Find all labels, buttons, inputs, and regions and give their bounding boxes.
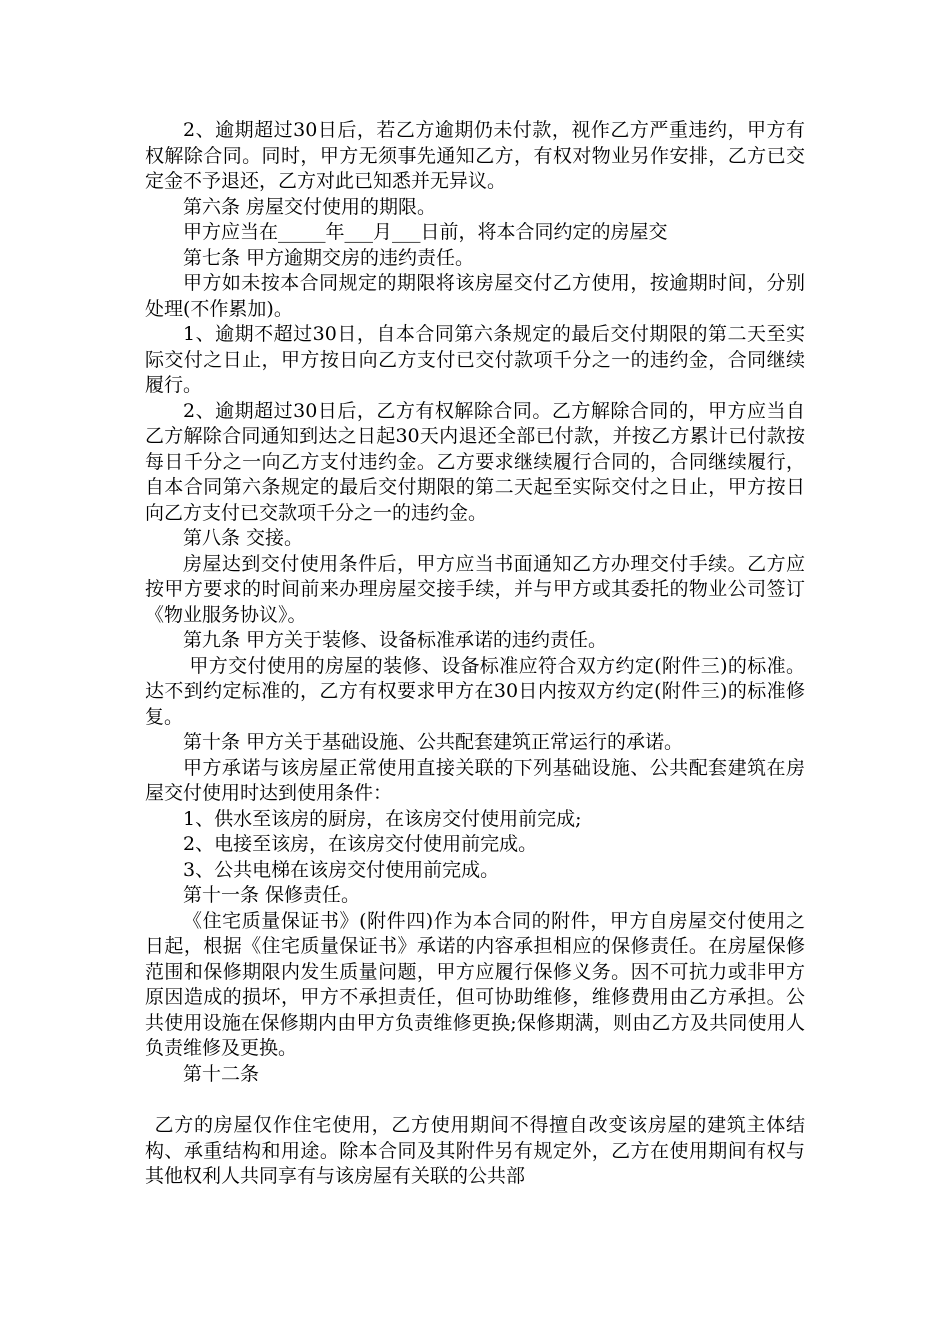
paragraph-warranty: 《住宅质量保证书》(附件四)作为本合同的附件，甲方自房屋交付使用之日起，根据《住宅质量保证书》承诺的内容承担相应的保修责任。在房屋保修范围和保修期限内发生质量问题，甲方应履行保修义务。因不可抗力或非甲方原因造成的损坏，甲方不承担责任，但可协助维修，维修费用由乙方承担。公共使用设施在保修期内由甲方负责维修更换;保修期满，则由乙方及共同使用人负责维修及更换。 [145, 909, 805, 1059]
paragraph-infrastructure-promise: 甲方承诺与该房屋正常使用直接关联的下列基础设施、公共配套建筑在房屋交付使用时达到使用条件： [145, 756, 805, 804]
list-item-water-supply: 1、供水至该房的厨房，在该房交付使用前完成; [183, 807, 582, 830]
heading-article-10: 第十条 甲方关于基础设施、公共配套建筑正常运行的承诺。 [183, 731, 684, 753]
paragraph-residential-use: 乙方的房屋仅作住宅使用，乙方使用期间不得擅自改变该房屋的建筑主体结构、承重结构和用途。除本合同及其附件另有规定外，乙方在使用期间有权与其他权利人共同享有与该房屋有关联的公共部 [145, 1114, 805, 1187]
heading-article-11: 第十一条 保修责任。 [183, 884, 361, 906]
heading-article-6: 第六条 房屋交付使用的期限。 [183, 195, 437, 218]
paragraph-delivery-date: 甲方应当在_____年___月___日前，将本合同约定的房屋交 [183, 221, 668, 243]
heading-article-8: 第八条 交接。 [183, 527, 304, 549]
paragraph-late-delivery-intro: 甲方如未按本合同规定的期限将该房屋交付乙方使用，按逾期时间，分别处理(不作累加)。 [145, 272, 805, 320]
paragraph-overdue-payment-30-days: 2、逾期超过30日后，若乙方逾期仍未付款，视作乙方严重违约，甲方有权解除合同。同时，甲方无须事先通知乙方，有权对物业另作安排，乙方已交定金不予退还，乙方对此已知悉并无异议。 [145, 119, 805, 192]
paragraph-decoration-standard: 甲方交付使用的房屋的装修、设备标准应符合双方约定(附件三)的标准。达不到约定标准的，乙方有权要求甲方在30日内按双方约定(附件三)的标准修复。 [145, 654, 806, 728]
heading-article-9: 第九条 甲方关于装修、设备标准承诺的违约责任。 [183, 629, 608, 651]
heading-article-7: 第七条 甲方逾期交房的违约责任。 [183, 246, 475, 269]
paragraph-late-over-30-days: 2、逾期超过30日后，乙方有权解除合同。乙方解除合同的，甲方应当自乙方解除合同通知到达之日起30天内退还全部已付款，并按乙方累计已付款按每日千分之一向乙方支付违约金。乙方要求继续履行合同的，合同继续履行，自本合同第六条规定的最后交付期限的第二天起至实际交付之日止，甲方按日向乙方支付已交款项千分之一的违约金。 [145, 399, 805, 524]
list-item-elevator: 3、公共电梯在该房交付使用前完成。 [183, 858, 500, 881]
document-page [145, 118, 805, 1190]
blank-line [145, 1087, 805, 1113]
paragraph-handover: 房屋达到交付使用条件后，甲方应当书面通知乙方办理交付手续。乙方应按甲方要求的时间前来办理房屋交接手续，并与甲方或其委托的物业公司签订《物业服务协议》。 [145, 552, 805, 626]
list-item-electricity: 2、电接至该房，在该房交付使用前完成。 [183, 833, 538, 855]
heading-article-12: 第十二条 [183, 1062, 260, 1085]
paragraph-late-within-30-days: 1、逾期不超过30日，自本合同第六条规定的最后交付期限的第二天至实际交付之日止，甲方按日向乙方支付已交付款项千分之一的违约金，合同继续履行。 [145, 323, 805, 396]
